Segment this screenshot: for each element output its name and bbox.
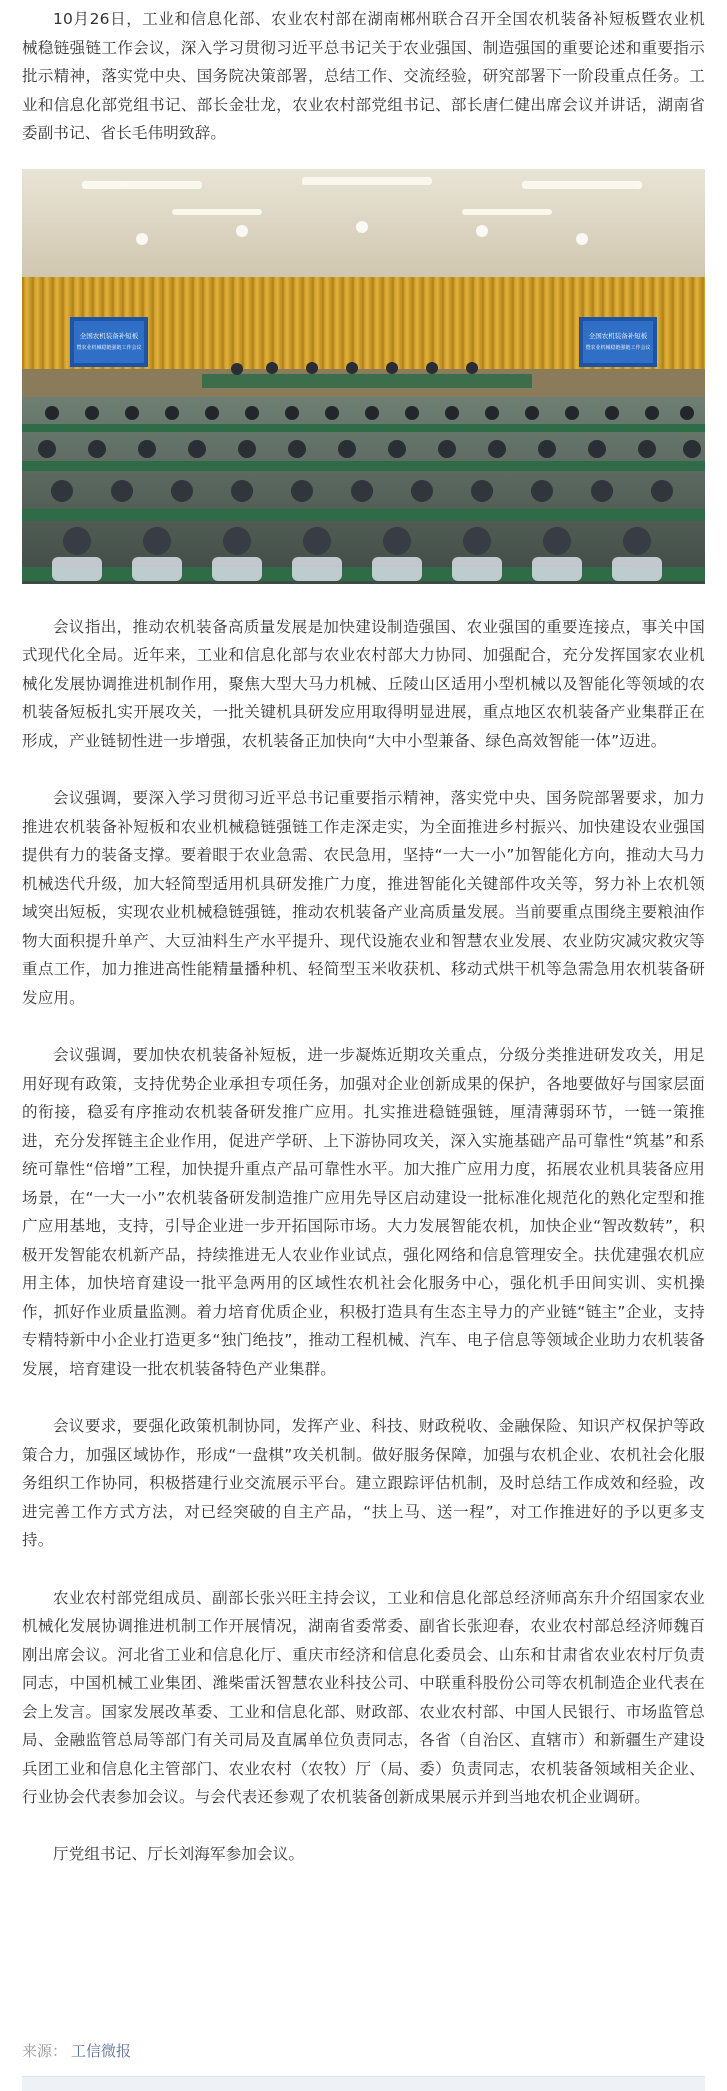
bottom-divider	[22, 2076, 705, 2091]
source-label: 来源：	[22, 2042, 68, 2060]
paragraph-closing: 厅党组书记、厅长刘海军参加会议。	[53, 1844, 305, 1863]
paragraph-meeting-emphasized-1: 会议强调，要深入学习贯彻习近平总书记重要指示精神，落实党中央、国务院部署要求，加力推进农机装备补短板和农业机械稳链强链工作走深走实，为全面推进乡村振兴、加快建设农业强国提供有力的装备支撑。要着眼于农业急需、农民急用，坚持“一大一小”加智能化方向，推动大马力机械迭代升级，加大轻简型适用机具研发推广力度，推进智能化关键部件攻关等，努力补上农机领域突出短板，实现农业机械稳链强链，推动农机装备产业高质量发展。当前要重点围绕主要粮油作物大面积提升单产、大豆油料生产水平提升、现代设施农业和智慧农业发展、农业防灾减灾救灾等重点工作，加力推进高性能精量播种机、轻简型玉米收获机、移动式烘干机等急需急用农机装备研发应用。	[22, 789, 705, 1007]
screen-left-line1: 全国农机装备补短板	[79, 331, 139, 340]
screen-left-line2: 暨农业机械稳链强链工作会议	[76, 344, 142, 351]
paragraph-meeting-required: 会议要求，要强化政策机制协同，发挥产业、科技、财政税收、金融保险、知识产权保护等政策合力，加强区域协作，形成“一盘棋”攻关机制。做好服务保障，加强与农机企业、农机社会化服务组织工作协同，积极搭建行业交流展示平台。建立跟踪评估机制，及时总结工作成效和经验，改进完善工作方式方法，对已经突破的自主产品，“扶上马、送一程”，对工作推进好的予以更多支持。	[22, 1417, 705, 1549]
paragraph-meeting-noted: 会议指出，推动农机装备高质量发展是加快建设制造强国、农业强国的重要连接点，事关中国式现代化全局。近年来，工业和信息化部与农业农村部大力协同、加强配合，充分发挥国家农业机械化发展协调推进机制作用，聚焦大型大马力机械、丘陵山区适用小型机械以及智能化等领域的农机装备短板扎实开展攻关，一批关键机具研发应用取得明显进展，重点地区农机装备产业集群正在形成，产业链韧性进一步增强，农机装备正加快向“大中小型兼备、绿色高效智能一体”迈进。	[22, 617, 705, 750]
paragraph-intro: 10月26日，工业和信息化部、农业农村部在湖南郴州联合召开全国农机装备补短板暨农业机械稳链强链工作会议，深入学习贯彻习近平总书记关于农业强国、制造强国的重要论述和重要指示批示精神，落实党中央、国务院决策部署，总结工作、交流经验，研究部署下一阶段重点任务。工业和信息化部党组书记、部长金壮龙，农业农村部党组书记、部长唐仁健出席会议并讲话，湖南省委副书记、省长毛伟明致辞。	[22, 10, 705, 142]
screen-right-line2: 暨农业机械稳链强链工作会议	[585, 344, 651, 351]
conference-photo	[22, 169, 705, 584]
source-line	[22, 2040, 131, 2061]
paragraph-meeting-emphasized-2: 会议强调，要加快农机装备补短板，进一步凝炼近期攻关重点，分级分类推进研发攻关，用足用好现有政策，支持优势企业承担专项任务，加强对企业创新成果的保护，各地要做好与国家层面的衔接，稳妥有序推动农机装备研发推广应用。扎实推进稳链强链，厘清薄弱环节，一链一策推进，充分发挥链主企业作用，促进产学研、上下游协同攻关，深入实施基础产品可靠性“筑基”和系统可靠性“倍增”工程，加快提升重点产品可靠性水平。加大推广应用力度，拓展农业机具装备应用场景，在“一大一小”农机装备研发制造推广应用先导区启动建设一批标准化规范化的熟化定型和推广应用基地，支持，引导企业进一步开拓国际市场。大力发展智能农机，加快企业“智改数转”，积极开发智能农机新产品，持续推进无人农业作业试点，强化网络和信息管理安全。扶优建强农机应用主体，加快培育建设一批平急两用的区域性农机社会化服务中心，强化机手田间实训、实机操作，抓好作业质量监测。着力培育优质企业，积极打造具有生态主导力的产业链“链主”企业，支持专精特新中小企业打造更多“独门绝技”，推动工程机械、汽车、电子信息等领域企业助力农机装备发展，培育建设一批农机装备特色产业集群。	[22, 1046, 705, 1378]
screen-right-line1: 全国农机装备补短板	[588, 331, 648, 340]
article-body	[22, 0, 705, 1868]
source-link[interactable]: 工信微报	[71, 2042, 132, 2060]
paragraph-attendees: 农业农村部党组成员、副部长张兴旺主持会议，工业和信息化部总经济师高东升介绍国家农业机械化发展协调推进机制工作开展情况，湖南省委常委、副省长张迎春，农业农村部总经济师魏百刚出席会议。河北省工业和信息化厅、重庆市经济和信息化委员会、山东和甘肃省农业农村厅负责同志，中国机械工业集团、潍柴雷沃智慧农业科技公司、中联重科股份公司等农机制造企业代表在会上发言。国家发展改革委、工业和信息化部、财政部、农业农村部、中国人民银行、市场监管总局、金融监管总局等部门有关司局及直属单位负责同志，各省（自治区、直辖市）和新疆生产建设兵团工业和信息化主管部门、农业农村（农牧）厅（局、委）负责同志，农机装备领域相关企业、行业协会代表参加会议。与会代表还参观了农机装备创新成果展示并到当地农机企业调研。	[22, 1588, 705, 1806]
